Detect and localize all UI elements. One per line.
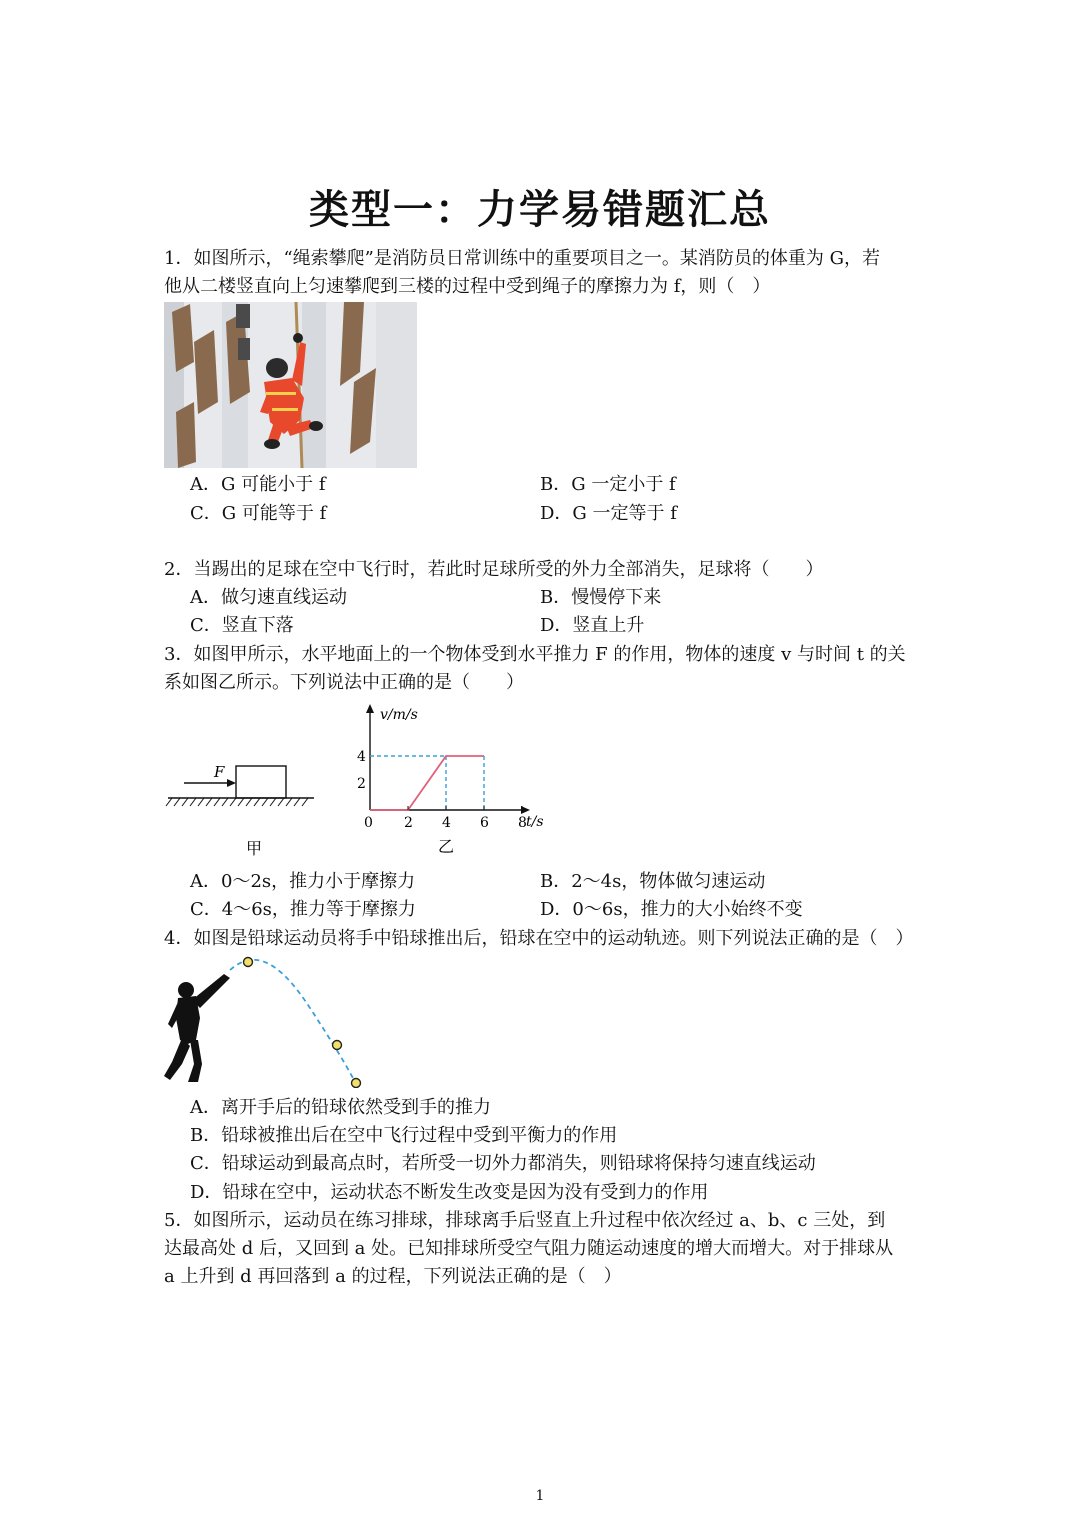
- x-tick-label-0: 0: [364, 815, 373, 831]
- q5-stem-line3: a 上升到 d 再回落到 a 的过程，下列说法正确的是（ ）: [164, 1266, 622, 1287]
- q2-option-c: C．竖直下落: [190, 615, 294, 636]
- y-tick-label-4: 4: [357, 749, 366, 765]
- x-tick-label-8: 8: [518, 815, 527, 831]
- y-tick-label-2: 2: [357, 776, 366, 792]
- q2-option-d: D．竖直上升: [540, 615, 645, 636]
- q3-option-a: A．0～2s，推力小于摩擦力: [190, 871, 416, 892]
- shot-ball-1: [244, 958, 253, 967]
- shot-put-trajectory-figure: [160, 952, 370, 1088]
- ground-hatching: [166, 798, 308, 806]
- y-axis-label: v/m/s: [380, 707, 418, 723]
- q5-stem-line1: 5．如图所示，运动员在练习排球，排球离手后竖直上升过程中依次经过 a、b、c 三处，到: [164, 1210, 886, 1231]
- x-axis-label: t/s: [526, 814, 544, 830]
- q5-stem-line2: 达最高处 d 后，又回到 a 处。已知排球所受空气阻力随运动速度的增大而增大。对于排球从: [164, 1238, 894, 1259]
- q1-option-d: D．G 一定等于 f: [540, 503, 677, 524]
- q1-stem-line2: 他从二楼竖直向上匀速攀爬到三楼的过程中受到绳子的摩擦力为 f，则（ ）: [164, 276, 771, 297]
- figure-jia-caption: 甲: [246, 839, 263, 858]
- figure-yi-vt-graph: [350, 700, 560, 860]
- page-title: 类型一：力学易错题汇总: [309, 187, 771, 233]
- q3-option-d: D．0～6s，推力的大小始终不变: [540, 899, 803, 920]
- shot-ball-2: [333, 1041, 342, 1050]
- athlete-silhouette: [164, 974, 230, 1082]
- firefighter-climbing-photo: [164, 302, 417, 468]
- q1-option-b: B．G 一定小于 f: [540, 474, 676, 495]
- q4-option-c: C．铅球运动到最高点时，若所受一切外力都消失，则铅球将保持匀速直线运动: [190, 1153, 816, 1174]
- velocity-line: [370, 756, 484, 810]
- q1-stem-line1: 1．如图所示，“绳索攀爬”是消防员日常训练中的重要项目之一。某消防员的体重为 G，若: [164, 248, 880, 269]
- shot-ball-3: [352, 1079, 361, 1088]
- q2-stem: 2．当踢出的足球在空中飞行时，若此时足球所受的外力全部消失，足球将（ ）: [164, 559, 824, 580]
- q3-option-b: B．2～4s，物体做匀速运动: [540, 871, 766, 892]
- q3-stem-line1: 3．如图甲所示，水平地面上的一个物体受到水平推力 F 的作用，物体的速度 v 与时间 t 的关: [164, 644, 906, 665]
- x-tick-label-4: 4: [442, 815, 451, 831]
- q2-option-b: B．慢慢停下来: [540, 587, 662, 608]
- trajectory-path: [230, 960, 356, 1084]
- x-tick-label-2: 2: [404, 815, 413, 831]
- q1-option-a: A．G 可能小于 f: [190, 474, 326, 495]
- block: [236, 766, 286, 798]
- x-tick-label-6: 6: [480, 815, 489, 831]
- q4-option-a: A．离开手后的铅球依然受到手的推力: [190, 1097, 491, 1118]
- q1-option-c: C．G 可能等于 f: [190, 503, 327, 524]
- y-axis-arrow: [366, 704, 374, 713]
- figure-yi-caption: 乙: [438, 837, 455, 856]
- q3-option-c: C．4～6s，推力等于摩擦力: [190, 899, 416, 920]
- q4-option-d: D．铅球在空中，运动状态不断发生改变是因为没有受到力的作用: [190, 1182, 709, 1203]
- page-number: 1: [535, 1488, 545, 1504]
- q4-stem: 4．如图是铅球运动员将手中铅球推出后，铅球在空中的运动轨迹。则下列说法正确的是（ ）: [164, 928, 914, 949]
- force-label: F: [214, 763, 225, 781]
- q4-option-b: B．铅球被推出后在空中飞行过程中受到平衡力的作用: [190, 1125, 618, 1146]
- figure-jia-block-on-ground: [164, 760, 324, 860]
- q2-option-a: A．做匀速直线运动: [190, 587, 347, 608]
- q3-stem-line2: 系如图乙所示。下列说法中正确的是（ ）: [164, 672, 524, 693]
